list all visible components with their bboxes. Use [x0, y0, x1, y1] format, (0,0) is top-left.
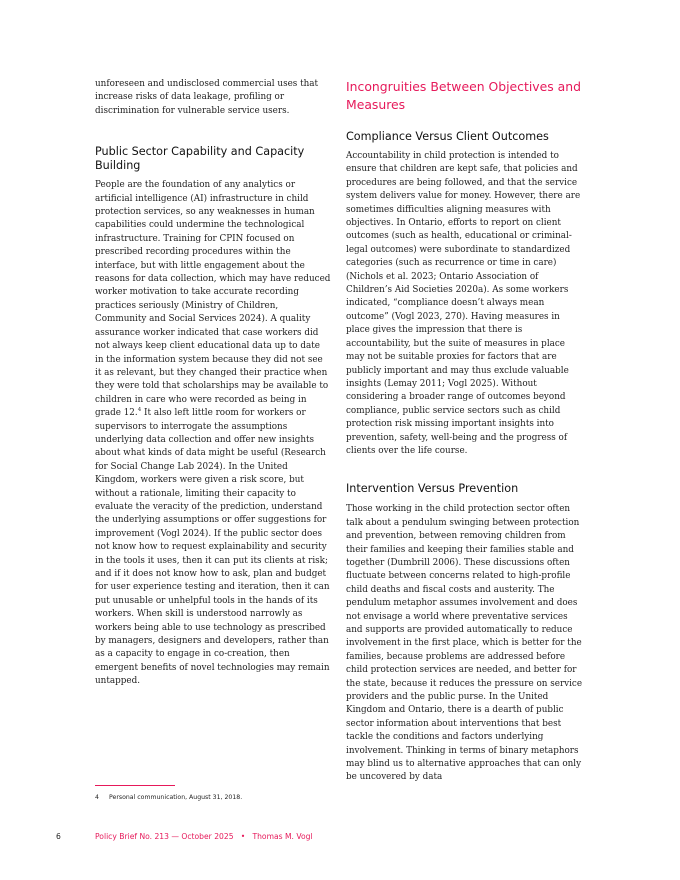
right-column: [346, 78, 584, 785]
footnote-number: 4: [95, 794, 99, 801]
page-number: 6: [56, 832, 61, 841]
capability-text-part2: It also left little room for workers or supervisors to interrogate the assumptions underlying data collection and offer new insights about what kinds of data might be useful (Research for Social Change Lab 2024). In the United Kingdom, workers were given a risk score, but without a rationale, limiting their capacity to evaluate the veracity of the prediction, understand the underlying assumptions or offer suggestions for improvement (Vogl 2024). If the public sector does not know how to request explainability and security in the tools it uses, then it can put its clients at risk; and if it does not know how to ask, plan and budget for user experience testing and iteration, then it can put unusable or unhelpful tools in the hands of its workers. When skill is understood narrowly as workers being able to use technology as prescribed by managers, designers and developers, rather than as a capacity to engage in co-creation, then emergent benefits of novel technologies may remain untapped.: [95, 408, 330, 687]
footnote-reference[interactable]: 4: [137, 407, 142, 414]
capability-text-part1: People are the foundation of any analytics or artificial intelligence (AI) infrastructure in child protection services, so any weaknesses in human capabilities could undermine the technological infrastructure. Training for CPIN focused on prescribed recording procedures within the interface, but with little engagement about the reasons for data collection, which may have reduced worker motivation to take accurate recording practices seriously (Ministry of Children, Community and Social Services 2024). A quality assurance worker indicated that case workers did not always keep client educational data up to date in the information system because they did not see it as relevant, but they changed their practice when they were told that scholarships may be available to children in care who were recorded as being in grade 12.: [95, 180, 331, 419]
footnote-divider: [95, 785, 175, 786]
section-title: Incongruities Between Objectives and Measures: [346, 79, 581, 112]
capability-heading: Public Sector Capability and Capacity Building: [95, 145, 305, 173]
running-footer: Policy Brief No. 213 — October 2025 • Thomas M. Vogl: [95, 832, 313, 841]
intervention-paragraph: Those working in the child protection sector often talk about a pendulum swinging between protection and prevention, between removing children from their families and keeping their families stable and together (Dumbrill 2006). These discussions often fluctuate between concerns related to high-profile child deaths and fiscal costs and austerity. The pendulum metaphor assumes involvement and does not envisage a world where preventative services and supports are provided automatically to reduce involvement in the first place, which is better for the families, because problems are addressed before child protection services are needed, and better for the state, because it reduces the pressure on service providers and the public purse. In the United Kingdom and Ontario, there is a dearth of public sector information about interventions that best tackle the conditions and factors underlying involvement. Thinking in terms of binary metaphors may blind us to alternative approaches that can only be uncovered by data: [346, 504, 583, 783]
intervention-heading: Intervention Versus Prevention: [346, 482, 519, 496]
compliance-heading: Compliance Versus Client Outcomes: [346, 130, 549, 143]
footnote: [95, 793, 335, 802]
intro-paragraph: unforeseen and undisclosed commercial uses that increase risks of data leakage, profiling or discrimination for vulnerable service users.: [95, 79, 319, 116]
left-column: [95, 78, 331, 689]
capability-paragraph: [95, 179, 331, 688]
compliance-paragraph: Accountability in child protection is intended to ensure that children are kept safe, that policies and procedures are being followed, and that the service system delivers value for money. However, there are sometimes difficulties aligning measures with objectives. In Ontario, efforts to report on client outcomes (such as health, educational or criminal-legal outcomes) were subordinate to standardized categories (such as recurrence or time in care) (Nichols et al. 2023; Ontario Association of Children’s Aid Societies 2020a). As some workers indicated, “compliance doesn’t always mean outcome” (Vogl 2023, 270). Having measures in place gives the impression that there is accountability, but the suite of measures in place may not be suitable proxies for factors that are publicly important and may thus exclude valuable insights (Lemay 2011; Vogl 2025). Without considering a broader range of outcomes beyond compliance, public service sectors such as child protection risk missing important insights into prevention, safety, well-being and the progress of clients over the life course.: [346, 151, 581, 456]
footnote-text: Personal communication, August 31, 2018.: [109, 794, 243, 801]
